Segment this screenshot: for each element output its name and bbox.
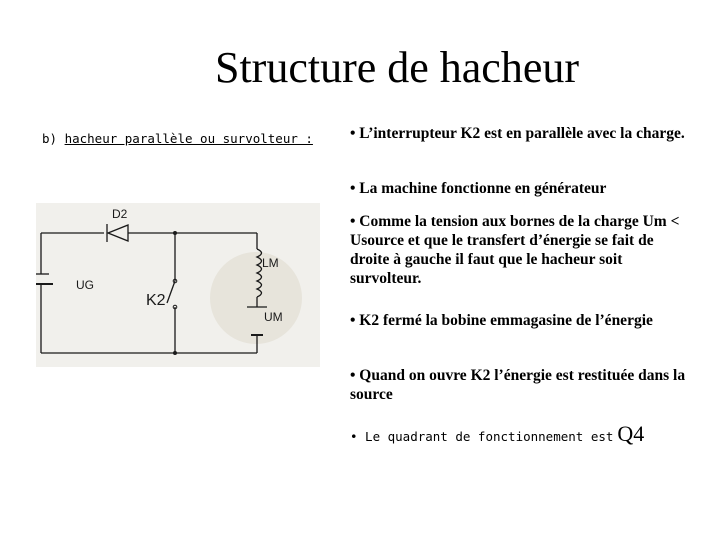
quadrant-value: Q4 bbox=[617, 421, 645, 446]
subtitle-prefix: b) bbox=[42, 131, 65, 146]
motor-voltage-label: UM bbox=[264, 310, 283, 324]
junction-bottom bbox=[173, 351, 177, 355]
motor-disc bbox=[210, 252, 302, 344]
bullet-item: • L’interrupteur K2 est en parallèle avec la charge. bbox=[350, 125, 685, 142]
bullet-item: • Comme la tension aux bornes de la charge Um < Usource et que le transfert d’énergie se fait de droite à gauche il faut que le hacheur soit survolteur. bbox=[350, 213, 680, 287]
bullet-item: • K2 fermé la bobine emmagasine de l’énergie bbox=[350, 312, 653, 329]
bullet-item: • La machine fonctionne en générateur bbox=[350, 180, 607, 197]
subtitle bbox=[42, 131, 313, 146]
slide-title: Structure de hacheur bbox=[214, 43, 580, 92]
subtitle-text: hacheur parallèle ou survolteur : bbox=[64, 131, 313, 146]
inductor-label: LM bbox=[262, 256, 279, 270]
bullet-item: • Quand on ouvre K2 l’énergie est restituée dans la source bbox=[350, 367, 686, 403]
quadrant-text: • Le quadrant de fonctionnement est bbox=[350, 429, 614, 444]
switch-label: K2 bbox=[146, 292, 166, 309]
junction-top bbox=[173, 231, 177, 235]
circuit-diagram bbox=[36, 203, 320, 367]
diode-label: D2 bbox=[112, 207, 128, 221]
source-label: UG bbox=[76, 278, 94, 292]
quadrant-line bbox=[350, 421, 710, 446]
